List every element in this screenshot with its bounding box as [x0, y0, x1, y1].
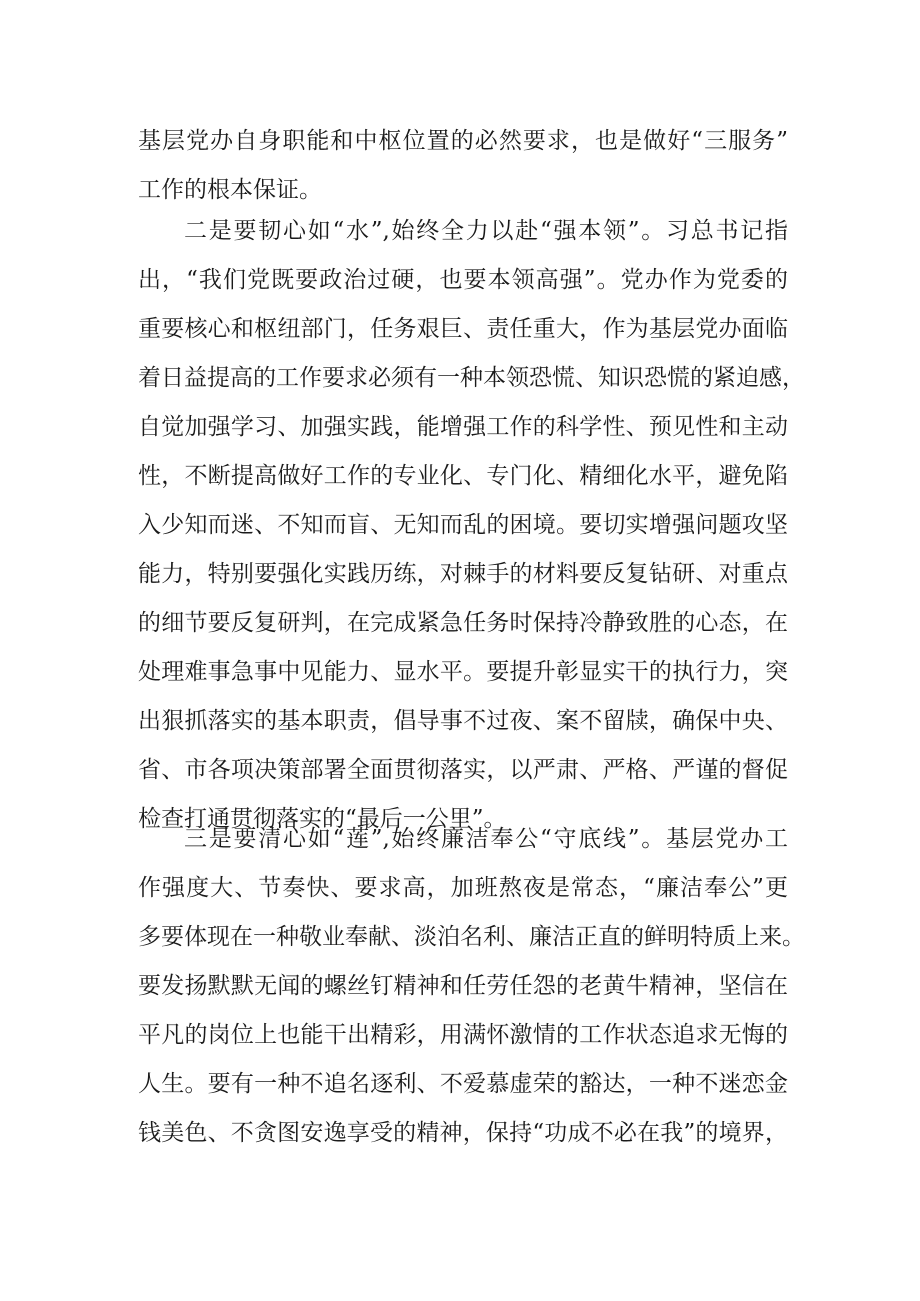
text-line: 能力，特别要强化实践历练，对棘手的材料要反复钻研、对重点 [138, 561, 788, 587]
text-line: 工作的根本保证。 [138, 177, 322, 203]
text-line: 入少知而迷、不知而盲、无知而乱的困境。要切实增强问题攻坚 [138, 512, 788, 538]
text-line: 人生。要有一种不追名逐利、不爱慕虚荣的豁达，一种不迷恋金 [138, 1071, 788, 1097]
text-line: 性，不断提高做好工作的专业化、专门化、精细化水平，避免陷 [138, 463, 788, 489]
text-line: 检查打通贯彻落实的“最后一公里”。 [138, 806, 507, 832]
text-line: 平凡的岗位上也能干出精彩，用满怀激情的工作状态追求无悔的 [138, 1022, 788, 1048]
text-line: 着日益提高的工作要求必须有一种本领恐慌、知识恐慌的紧迫感， [138, 365, 805, 391]
text-line: 二是要韧心如“水”,始终全力以赴“强本领”。习总书记指 [184, 218, 788, 244]
text-line: 重要核心和枢纽部门，任务艰巨、责任重大，作为基层党办面临 [138, 316, 788, 342]
text-line: 省、市各项决策部署全面贯彻落实，以严肃、严格、严谨的督促 [138, 757, 788, 783]
text-line: 三是要清心如“莲”,始终廉洁奉公“守底线”。基层党办工 [184, 826, 788, 852]
paragraph-continuation [138, 117, 788, 215]
paragraph-point-two [138, 207, 805, 844]
text-line: 自觉加强学习、加强实践，能增强工作的科学性、预见性和主动 [138, 414, 788, 440]
text-line: 作强度大、节奏快、要求高，加班熬夜是常态，“廉洁奉公”更 [138, 875, 788, 901]
text-line: 出狠抓落实的基本职责，倡导事不过夜、案不留牍，确保中央、 [138, 708, 788, 734]
paragraph-point-three [138, 815, 805, 1158]
text-line: 出，“我们党既要政治过硬，也要本领高强”。党办作为党委的 [138, 267, 788, 293]
text-line: 多要体现在一种敬业奉献、淡泊名利、廉洁正直的鲜明特质上来。 [138, 924, 805, 950]
text-line: 钱美色、不贪图安逸享受的精神，保持“功成不必在我”的境界， [138, 1120, 788, 1146]
text-line: 处理难事急事中见能力、显水平。要提升彰显实干的执行力，突 [138, 659, 788, 685]
text-line: 基层党办自身职能和中枢位置的必然要求，也是做好“三服务” [138, 128, 788, 154]
text-line: 要发扬默默无闻的螺丝钉精神和任劳任怨的老黄牛精神，坚信在 [138, 973, 788, 999]
text-line: 的细节要反复研判，在完成紧急任务时保持冷静致胜的心态，在 [138, 610, 788, 636]
